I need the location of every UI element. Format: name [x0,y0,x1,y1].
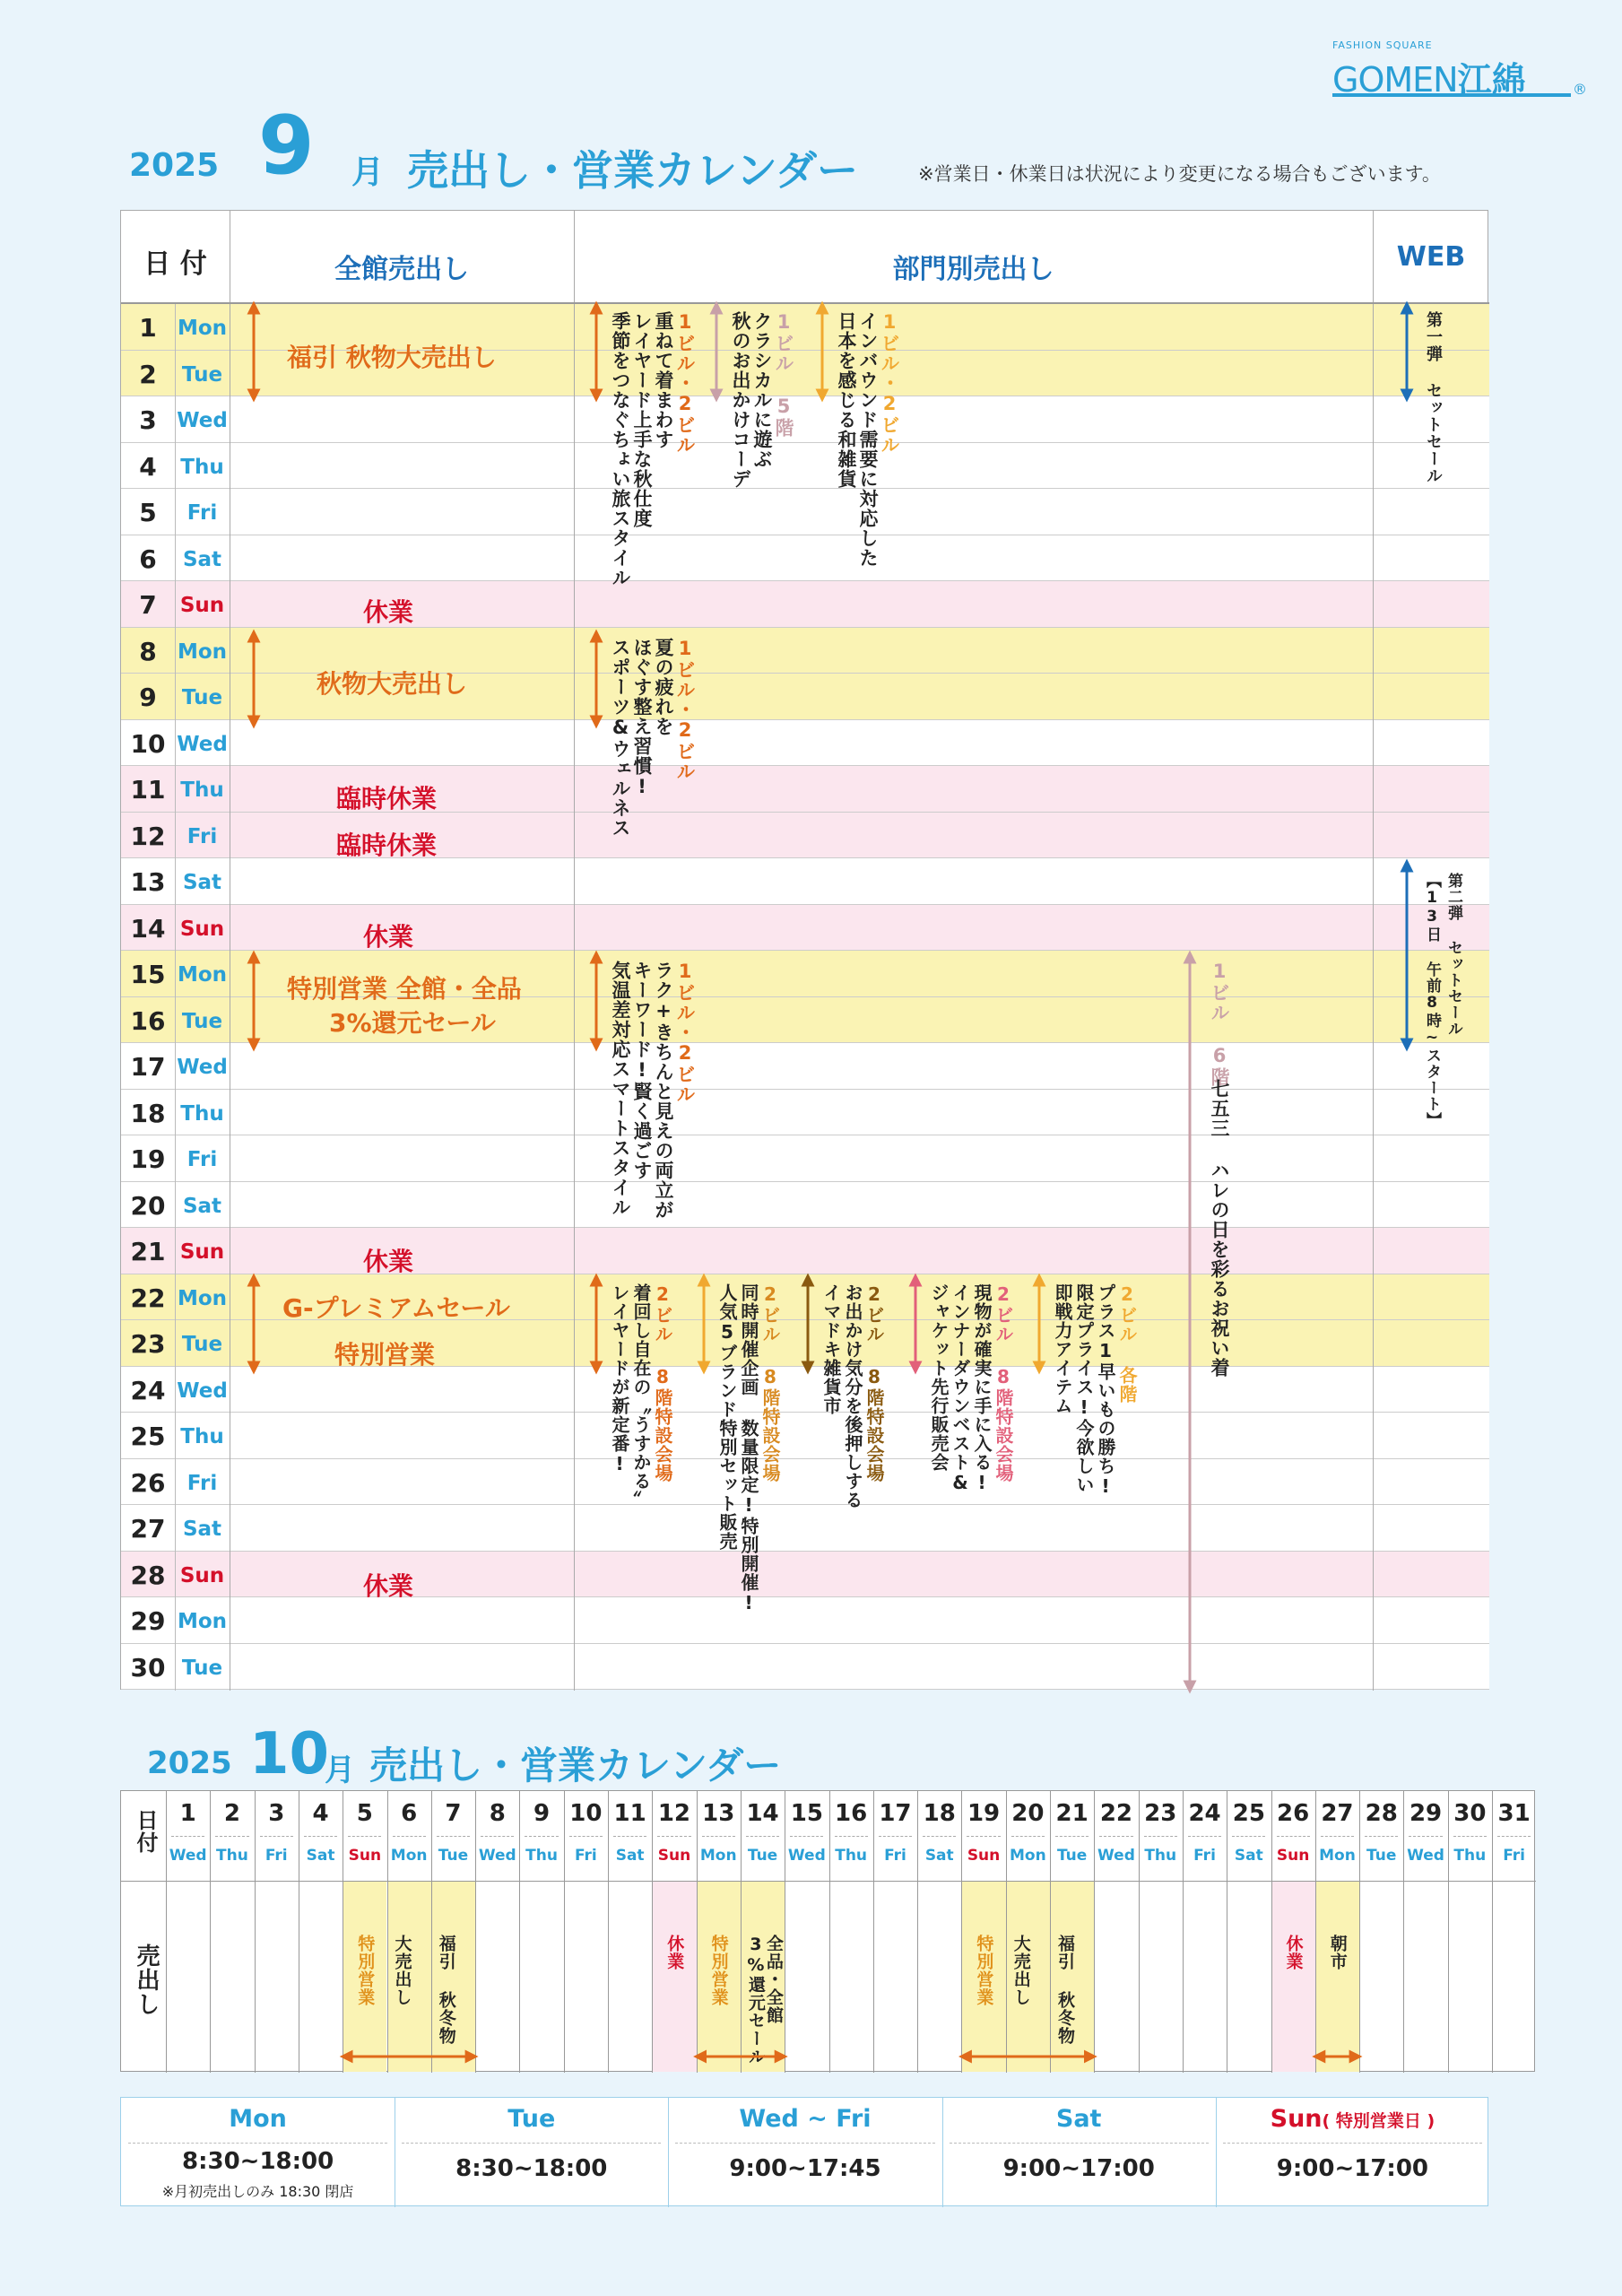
event-fukubiki-autumn-sale: 福引 秋物大売出し [287,343,497,372]
oct-weekday: Thu [1453,1847,1487,1865]
oct-day-number: 22 [1099,1800,1133,1827]
oct-day-number: 10 [569,1800,603,1827]
sep-day-number: 17 [130,1052,166,1082]
c5-text2: 限定プライス!今欲しい [1073,1283,1095,1494]
business-hours-table [120,2097,1488,2206]
oct-day-number: 11 [613,1800,646,1827]
oct-sale-row-label: 売出し [133,1944,160,2016]
sep-day-number: 29 [130,1606,166,1636]
oct-closed-12: 休業 [664,1935,685,1970]
hours-day: Tue [507,2105,556,2133]
brand-logo [1332,39,1592,108]
sep-weekday: Mon [177,1286,228,1310]
hours-day-note: ( 特別営業日 ) [1322,2111,1436,2131]
sep-weekday: Tue [181,686,223,709]
sep-weekday: Tue [181,1656,223,1680]
sep-day-number: 18 [130,1098,166,1128]
sep-month: 9 [258,99,315,193]
oct-calendar-table [120,1790,1535,2072]
c2-text2: 人気5ブランド特別セット販売 [716,1283,738,1551]
b3-label: 1ビル・2ビル [879,311,900,455]
sep-day-number: 4 [139,451,157,482]
sep-weekday: Wed [177,732,228,756]
sep-calendar-table [120,210,1488,1690]
sep-weekday: Thu [180,455,224,479]
sep-day-number: 27 [130,1514,166,1544]
sep-day-number: 30 [130,1652,166,1683]
b4-text3: スポーツ&ウェルネス [610,638,631,838]
c2-text1: 同時開催企画 数量限定!特別開催! [738,1283,759,1614]
web-second-set-sale-time: 【13日 午前8時~スタート】 [1423,873,1441,1128]
header-bumon: 部門別売出し [892,254,1054,285]
b4-text2: ほぐす整え習慣! [631,638,653,798]
sep-weekday: Sun [179,917,225,941]
oct-day-number: 28 [1365,1800,1398,1827]
hours-day: Mon [229,2105,287,2133]
oct-day-number: 3 [268,1800,285,1827]
oct-month-unit: 月 [325,1752,355,1788]
header-zenkan: 全館売出し [334,254,469,285]
oct-day-number: 29 [1409,1800,1443,1827]
oct-all-items-14: 全品・全館 [763,1935,784,2024]
c5-text3: 即戦力アイテム [1052,1283,1073,1415]
oct-day-number: 9 [533,1800,551,1827]
temporary-closed-11: 臨時休業 [336,784,438,813]
header-web: WEB [1396,241,1466,273]
b5-text2: キーワード!賢く過ごす [631,961,653,1180]
sep-day-number: 26 [130,1467,166,1498]
b4-text1: 夏の疲れを [653,638,674,736]
oct-day-number: 23 [1144,1800,1177,1827]
oct-weekday: Thu [1144,1847,1177,1865]
hours-time: 9:00~17:00 [1276,2155,1428,2182]
c3-text1: お出かけ気分を後押しする [842,1283,863,1509]
event-3pct-return-sale: 3%還元セール [329,1008,496,1038]
hours-day: Sun( 特別営業日 ) [1270,2105,1436,2133]
oct-morning-market-27: 朝市 [1327,1935,1348,1970]
hours-time: 9:00~17:45 [729,2155,881,2182]
oct-day-number: 6 [401,1800,418,1827]
oct-weekday: Wed [1407,1847,1444,1865]
sep-day-number: 7 [139,590,157,620]
header-date: 日 付 [143,248,207,280]
logo-wordmark: GOMEN江綿 [1332,52,1571,97]
oct-weekday: Tue [438,1847,469,1865]
sep-month-unit: 月 [351,154,385,191]
oct-weekday: Wed [787,1847,826,1865]
oct-weekday: Tue [1056,1847,1088,1865]
oct-month: 10 [249,1721,330,1787]
oct-day-number: 17 [879,1800,912,1827]
sep-day-number: 21 [130,1237,166,1266]
sep-day-number: 22 [130,1283,166,1313]
sep-weekday: Sat [182,1194,222,1218]
sep-weekday: Wed [177,1378,228,1403]
event-autumn-sale: 秋物大売出し [317,669,468,699]
oct-weekday: Thu [525,1847,558,1865]
oct-weekday: Sat [306,1847,335,1865]
sep-day-number: 20 [130,1190,166,1221]
b4-label: 1ビル・2ビル [674,638,696,781]
c4-label: 2ビル 8階特設会場 [993,1283,1014,1483]
oct-weekday: Wed [169,1847,207,1865]
oct-weekday: Mon [390,1847,428,1865]
oct-weekday: Sat [615,1847,645,1865]
sep-weekday: Mon [177,1610,228,1633]
hours-day: Sat [1055,2105,1102,2133]
oct-fukubiki-7: 福引 秋冬物 [436,1935,456,2045]
sep-weekday: Wed [177,409,228,432]
oct-weekday: Fri [1193,1847,1216,1865]
oct-weekday: Fri [265,1847,288,1865]
oct-weekday: Sat [924,1847,954,1865]
sep-weekday: Tue [181,362,223,387]
sep-weekday: Fri [186,824,218,848]
closed-28: 休業 [363,1571,414,1601]
oct-day-number: 16 [835,1800,868,1827]
event-g-premium-sale: G-プレミアムセール [282,1293,510,1323]
c4-text2: インナーダウンベスト& [950,1283,971,1494]
oct-fukubiki-21: 福引 秋冬物 [1055,1935,1075,2045]
oct-weekday: Sun [348,1847,382,1865]
sep-weekday: Fri [186,1471,218,1495]
oct-day-number: 24 [1188,1800,1221,1827]
sep-note: ※営業日・休業日は状況により変更になる場合もございます。 [918,163,1441,185]
oct-weekday: Fri [574,1847,597,1865]
sep-day-number: 28 [130,1560,166,1590]
sep-weekday: Mon [177,639,228,664]
oct-big-sale-6: 大売出し [392,1935,412,2006]
sep-day-number: 6 [139,544,157,574]
oct-day-number: 27 [1321,1800,1354,1827]
web-second-set-sale: 第二弾 セットセール [1444,873,1462,1037]
c3-text2: イマドキ雑貨市 [820,1283,842,1415]
sep-day-number: 5 [139,498,157,527]
b3-text1: インバウンド需要に対応した [857,311,879,568]
oct-weekday: Mon [1009,1847,1046,1865]
sep-weekday: Sun [179,1240,225,1264]
sep-day-number: 12 [130,821,166,851]
c4-text1: 現物が確実に手に入る! [971,1283,993,1494]
sep-year: 2025 [129,147,220,184]
oct-special-business-19: 特別営業 [974,1935,994,2006]
oct-day-number: 5 [356,1800,373,1827]
sep-weekday: Sat [182,871,222,894]
hours-time: 9:00~17:00 [1002,2155,1155,2182]
oct-day-number: 26 [1277,1800,1310,1827]
b1-text1: 重ねて着まわす [653,311,674,449]
sep-day-number: 15 [130,960,166,989]
oct-closed-26: 休業 [1283,1935,1304,1970]
c3-label: 2ビル 8階特設会場 [863,1283,885,1483]
hours-time: 8:30~18:00 [181,2148,334,2175]
sep-weekday: Sun [179,594,225,617]
oct-weekday: Fri [884,1847,906,1865]
sep-weekday: Thu [180,778,224,802]
c1-label: 2ビル 8階特設会場 [652,1283,673,1483]
oct-day-number: 15 [790,1800,823,1827]
oct-weekday: Thu [835,1847,868,1865]
b3-text2: 日本を感じる和雑貨 [836,311,857,489]
b2-text1: クラシカルに遊ぶ [751,311,773,469]
logo-tagline: FASHION SQUARE [1332,39,1433,51]
sep-day-number: 25 [130,1422,166,1451]
b1-text2: レイヤード上手な秋仕度 [631,311,653,528]
web-first-set-sale: 第一弾 セットセール [1424,311,1443,484]
b1-label: 1ビル・2ビル [674,311,696,455]
sep-day-number: 8 [139,636,157,666]
oct-weekday: Mon [699,1847,737,1865]
oct-day-number: 7 [445,1800,462,1827]
oct-weekday: Mon [1319,1847,1356,1865]
b6-label: 1ビル 6階 [1209,961,1230,1087]
oct-weekday: Sat [1234,1847,1263,1865]
oct-page-title: 売出し・営業カレンダー [369,1744,782,1787]
oct-arrows [121,1791,1536,2073]
oct-special-business-13: 特別営業 [708,1935,729,2006]
oct-return-sale-14: 3%還元セール [745,1935,766,2066]
sep-weekday: Thu [180,1101,224,1126]
sep-day-number: 16 [130,1005,166,1036]
b2-label: 1ビル 5階 [773,311,794,438]
oct-day-number: 18 [923,1800,956,1827]
oct-day-number: 8 [489,1800,506,1827]
b5-label: 1ビル・2ビル [674,961,696,1104]
c1-text2: レイヤードが新定番! [609,1283,630,1475]
oct-day-number: 25 [1232,1800,1265,1827]
b1-text3: 季節をつなぐちょい旅スタイル [610,311,631,587]
hours-note: ※月初売出しのみ 18:30 閉店 [161,2183,354,2200]
sep-day-number: 2 [139,359,157,389]
c5-label: 2ビル 各階 [1116,1283,1138,1404]
sep-day-number: 14 [130,913,166,944]
sep-day-number: 3 [139,405,157,435]
oct-day-number: 19 [967,1800,1001,1827]
oct-weekday: Sun [967,1847,1001,1865]
sep-day-number: 24 [130,1375,166,1405]
closed-21: 休業 [363,1247,414,1276]
b5-text3: 気温差対応スマートスタイル [610,961,631,1217]
sep-day-number: 23 [130,1329,166,1359]
sep-weekday: Sat [182,1518,222,1541]
sep-weekday: Fri [186,501,218,525]
b6-text: 七五三 ハレの日を彩るお祝い着 [1209,1079,1230,1378]
hours-time: 8:30~18:00 [455,2155,608,2182]
c2-label: 2ビル 8階特設会場 [759,1283,781,1483]
oct-day-number: 2 [223,1800,240,1827]
sep-day-number: 19 [130,1144,166,1174]
sep-day-number: 9 [139,683,157,712]
sep-weekday: Mon [177,963,228,987]
b2-text2: 秋のお出かけコーデ [730,311,751,489]
event-special-business: 特別営業 全館・全品 [287,974,522,1004]
oct-day-number: 20 [1011,1800,1045,1827]
oct-weekday: Tue [747,1847,778,1865]
oct-weekday: Fri [1503,1847,1526,1865]
oct-day-number: 12 [657,1800,691,1827]
sep-weekday: Fri [186,1148,218,1171]
c4-text3: ジャケット先行販売会 [928,1283,950,1472]
oct-day-number: 21 [1055,1800,1089,1827]
oct-weekday: Tue [1366,1847,1397,1865]
oct-day-number: 14 [746,1800,779,1827]
b5-text1: ラク+きちんと見えの両立が [653,961,674,1220]
oct-special-business-5: 特別営業 [355,1935,376,2006]
oct-weekday: Wed [478,1847,516,1865]
sep-day-number: 11 [130,775,166,804]
sep-weekday: Sat [182,547,222,571]
hours-day: Wed ~ Fri [739,2105,872,2133]
event-special-business-23: 特別営業 [334,1340,436,1370]
oct-day-number: 4 [312,1800,329,1827]
sep-day-number: 10 [130,728,166,759]
sep-weekday: Mon [177,317,228,340]
oct-weekday: Wed [1097,1847,1135,1865]
c5-text1: プラス1早いもの勝ち! [1095,1283,1116,1498]
sep-weekday: Wed [177,1056,228,1079]
sep-day-number: 13 [130,867,166,897]
oct-day-number: 1 [179,1800,196,1827]
oct-day-number: 31 [1497,1800,1531,1827]
sep-day-number: 1 [139,313,157,343]
registered-mark: ® [1573,81,1587,98]
sep-weekday: Tue [181,1333,223,1356]
oct-day-number: 30 [1453,1800,1487,1827]
oct-date-label: 日付 [133,1809,158,1854]
sep-weekday: Tue [181,1009,223,1033]
oct-day-number: 13 [702,1800,735,1827]
oct-big-sale-20: 大売出し [1010,1935,1031,2006]
closed-14: 休業 [363,922,414,952]
oct-weekday: Sun [1276,1847,1310,1865]
oct-weekday: Sun [657,1847,691,1865]
sep-weekday: Thu [180,1425,224,1448]
oct-weekday: Thu [216,1847,248,1865]
sep-weekday: Sun [179,1563,225,1587]
sep-page-title: 売出し・営業カレンダー [407,146,859,195]
oct-year: 2025 [147,1745,232,1781]
temporary-closed-12: 臨時休業 [336,831,438,860]
sep-arrows [121,211,1489,1691]
c1-text1: 着回し自在の〝うすかる〟 [630,1283,652,1509]
closed-7: 休業 [363,597,414,627]
